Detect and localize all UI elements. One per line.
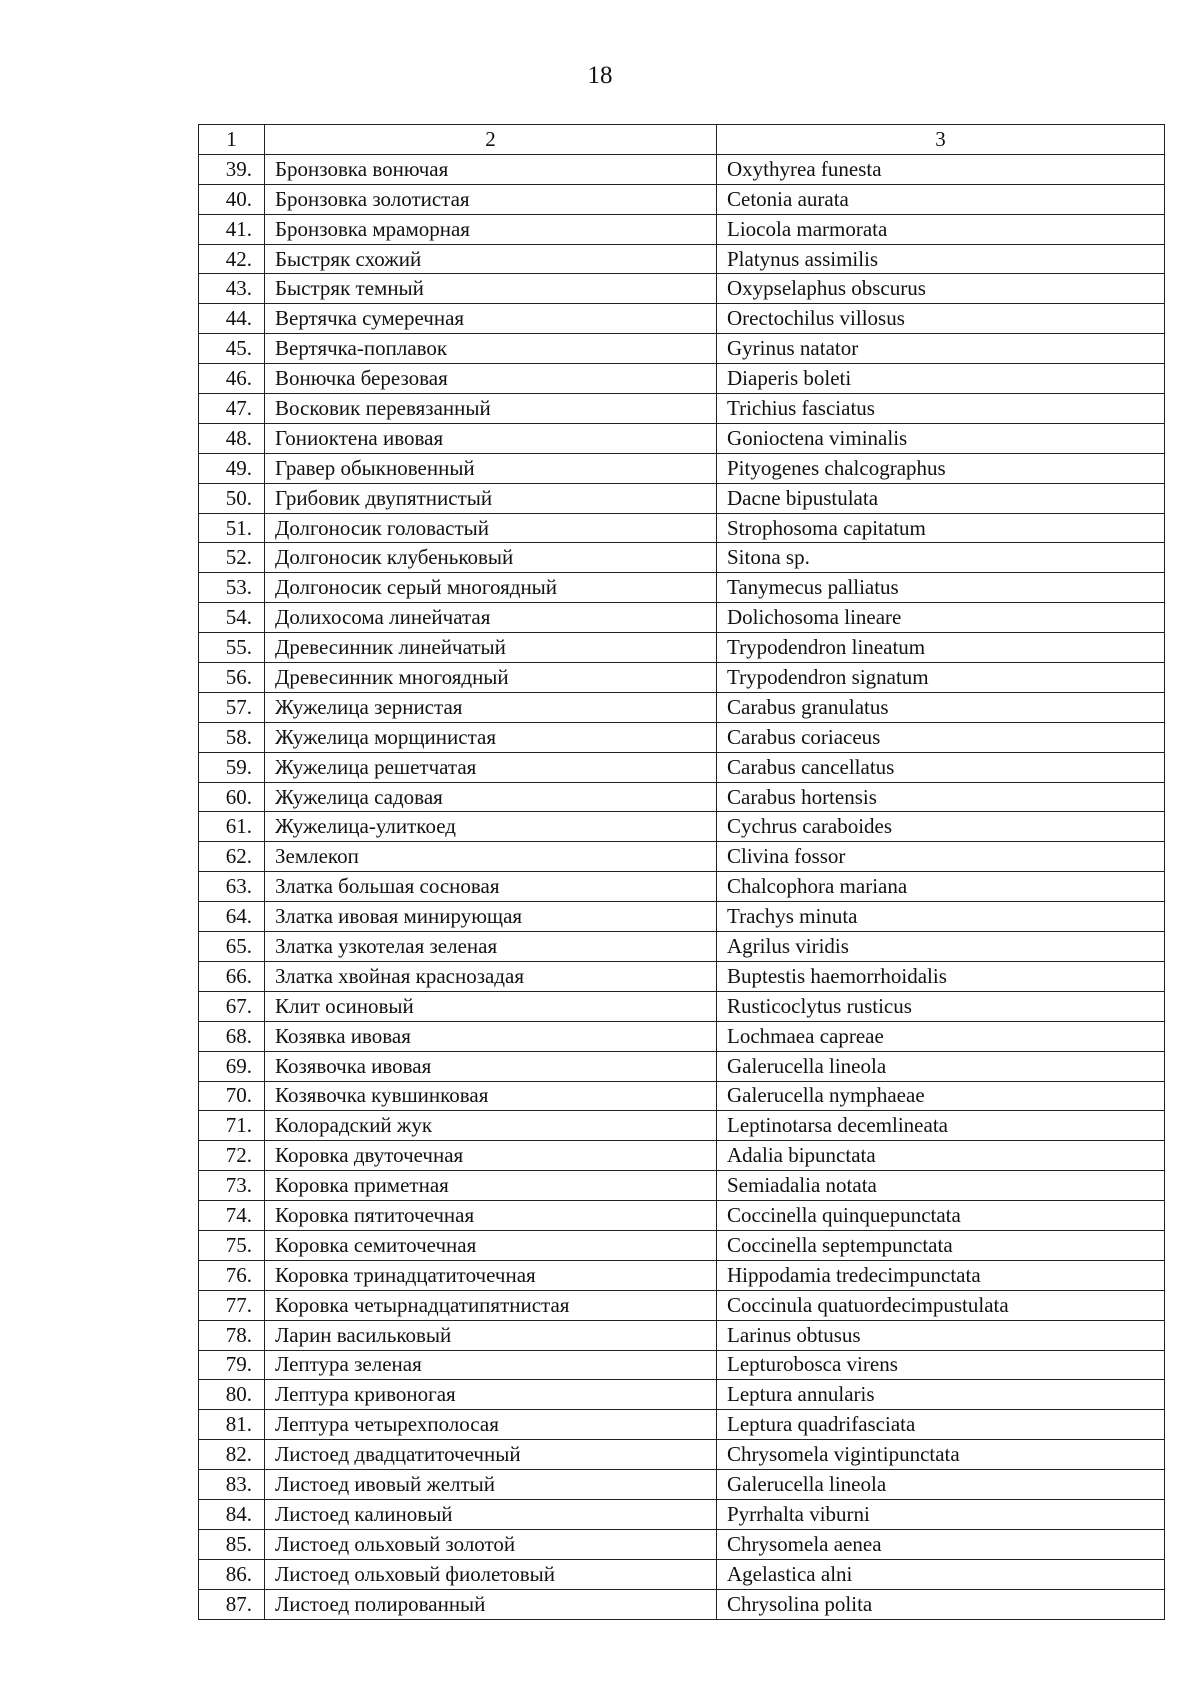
- row-number: 74.: [199, 1201, 265, 1231]
- latin-name: Agrilus viridis: [717, 932, 1165, 962]
- latin-name: Cetonia aurata: [717, 184, 1165, 214]
- latin-name: Trypodendron lineatum: [717, 633, 1165, 663]
- table-row: [199, 1320, 1165, 1350]
- row-number: 65.: [199, 932, 265, 962]
- russian-name: Лептура зеленая: [265, 1350, 717, 1380]
- row-number: 64.: [199, 902, 265, 932]
- row-number: 86.: [199, 1559, 265, 1589]
- russian-name: Лептура кривоногая: [265, 1380, 717, 1410]
- russian-name: Землекоп: [265, 842, 717, 872]
- russian-name: Златка ивовая минирующая: [265, 902, 717, 932]
- row-number: 40.: [199, 184, 265, 214]
- russian-name: Жужелица зернистая: [265, 692, 717, 722]
- row-number: 59.: [199, 752, 265, 782]
- latin-name: Galerucella lineola: [717, 1051, 1165, 1081]
- russian-name: Листоед двадцатиточечный: [265, 1440, 717, 1470]
- latin-name: Buptestis haemorrhoidalis: [717, 961, 1165, 991]
- row-number: 51.: [199, 513, 265, 543]
- latin-name: Dolichosoma lineare: [717, 603, 1165, 633]
- russian-name: Бронзовка золотистая: [265, 184, 717, 214]
- row-number: 79.: [199, 1350, 265, 1380]
- table-row: [199, 902, 1165, 932]
- row-number: 39.: [199, 154, 265, 184]
- russian-name: Златка узкотелая зеленая: [265, 932, 717, 962]
- table-row: [199, 1171, 1165, 1201]
- russian-name: Быстряк схожий: [265, 244, 717, 274]
- table-row: [199, 1111, 1165, 1141]
- russian-name: Древесинник линейчатый: [265, 633, 717, 663]
- russian-name: Козявочка ивовая: [265, 1051, 717, 1081]
- russian-name: Быстряк темный: [265, 274, 717, 304]
- latin-name: Coccinula quatuordecimpustulata: [717, 1290, 1165, 1320]
- table-row: [199, 1051, 1165, 1081]
- russian-name: Долгоносик серый многоядный: [265, 573, 717, 603]
- row-number: 54.: [199, 603, 265, 633]
- latin-name: Galerucella nymphaeae: [717, 1081, 1165, 1111]
- row-number: 63.: [199, 872, 265, 902]
- russian-name: Долгоносик клубеньковый: [265, 543, 717, 573]
- latin-name: Oxythyrea funesta: [717, 154, 1165, 184]
- row-number: 82.: [199, 1440, 265, 1470]
- table-row: [199, 663, 1165, 693]
- latin-name: Cychrus caraboides: [717, 812, 1165, 842]
- table-row: [199, 334, 1165, 364]
- row-number: 70.: [199, 1081, 265, 1111]
- row-number: 83.: [199, 1470, 265, 1500]
- russian-name: Коровка семиточечная: [265, 1230, 717, 1260]
- latin-name: Liocola marmorata: [717, 214, 1165, 244]
- latin-name: Sitona sp.: [717, 543, 1165, 573]
- row-number: 66.: [199, 961, 265, 991]
- table-row: [199, 274, 1165, 304]
- latin-name: Carabus coriaceus: [717, 722, 1165, 752]
- latin-name: Carabus cancellatus: [717, 752, 1165, 782]
- table-row: [199, 1470, 1165, 1500]
- latin-name: Larinus obtusus: [717, 1320, 1165, 1350]
- latin-name: Chalcophora mariana: [717, 872, 1165, 902]
- row-number: 72.: [199, 1141, 265, 1171]
- page-number: 18: [587, 62, 613, 89]
- latin-name: Gonioctena viminalis: [717, 423, 1165, 453]
- table-row: [199, 932, 1165, 962]
- russian-name: Древесинник многоядный: [265, 663, 717, 693]
- table-row: [199, 722, 1165, 752]
- row-number: 49.: [199, 453, 265, 483]
- latin-name: Lepturobosca virens: [717, 1350, 1165, 1380]
- russian-name: Клит осиновый: [265, 991, 717, 1021]
- row-number: 81.: [199, 1410, 265, 1440]
- row-number: 78.: [199, 1320, 265, 1350]
- latin-name: Hippodamia tredecimpunctata: [717, 1260, 1165, 1290]
- latin-name: Tanymecus palliatus: [717, 573, 1165, 603]
- table-row: [199, 423, 1165, 453]
- table-row: [199, 1201, 1165, 1231]
- table-row: [199, 244, 1165, 274]
- russian-name: Листоед полированный: [265, 1589, 717, 1619]
- russian-name: Жужелица решетчатая: [265, 752, 717, 782]
- russian-name: Коровка пятиточечная: [265, 1201, 717, 1231]
- russian-name: Вертячка-поплавок: [265, 334, 717, 364]
- row-number: 48.: [199, 423, 265, 453]
- table-row: [199, 1410, 1165, 1440]
- row-number: 61.: [199, 812, 265, 842]
- table-row: [199, 543, 1165, 573]
- table-row: [199, 1559, 1165, 1589]
- table-row: [199, 1350, 1165, 1380]
- russian-name: Коровка двуточечная: [265, 1141, 717, 1171]
- russian-name: Гониоктена ивовая: [265, 423, 717, 453]
- latin-name: Carabus hortensis: [717, 782, 1165, 812]
- header-cell-number: 1: [199, 125, 265, 155]
- row-number: 50.: [199, 483, 265, 513]
- russian-name: Грибовик двупятнистый: [265, 483, 717, 513]
- table-row: [199, 752, 1165, 782]
- table-row: [199, 154, 1165, 184]
- table-row: [199, 513, 1165, 543]
- latin-name: Pyrrhalta viburni: [717, 1499, 1165, 1529]
- table-row: [199, 364, 1165, 394]
- row-number: 69.: [199, 1051, 265, 1081]
- russian-name: Долихосома линейчатая: [265, 603, 717, 633]
- row-number: 53.: [199, 573, 265, 603]
- russian-name: Листоед калиновый: [265, 1499, 717, 1529]
- table-row: [199, 1021, 1165, 1051]
- row-number: 42.: [199, 244, 265, 274]
- russian-name: Вертячка сумеречная: [265, 304, 717, 334]
- russian-name: Гравер обыкновенный: [265, 453, 717, 483]
- row-number: 46.: [199, 364, 265, 394]
- table-row: [199, 603, 1165, 633]
- russian-name: Восковик перевязанный: [265, 394, 717, 424]
- row-number: 80.: [199, 1380, 265, 1410]
- row-number: 87.: [199, 1589, 265, 1619]
- table-row: [199, 1499, 1165, 1529]
- table-row: [199, 1141, 1165, 1171]
- table-row: [199, 394, 1165, 424]
- latin-name: Platynus assimilis: [717, 244, 1165, 274]
- table-row: [199, 692, 1165, 722]
- table-row: [199, 1529, 1165, 1559]
- russian-name: Коровка четырнадцатипятнистая: [265, 1290, 717, 1320]
- russian-name: Листоед ольховый фиолетовый: [265, 1559, 717, 1589]
- latin-name: Lochmaea capreae: [717, 1021, 1165, 1051]
- table-row: [199, 1440, 1165, 1470]
- row-number: 76.: [199, 1260, 265, 1290]
- russian-name: Вонючка березовая: [265, 364, 717, 394]
- row-number: 77.: [199, 1290, 265, 1320]
- table-row: [199, 812, 1165, 842]
- russian-name: Коровка тринадцатиточечная: [265, 1260, 717, 1290]
- table-row: [199, 453, 1165, 483]
- russian-name: Листоед ивовый желтый: [265, 1470, 717, 1500]
- latin-name: Adalia bipunctata: [717, 1141, 1165, 1171]
- russian-name: Коровка приметная: [265, 1171, 717, 1201]
- russian-name: Долгоносик головастый: [265, 513, 717, 543]
- russian-name: Бронзовка вонючая: [265, 154, 717, 184]
- latin-name: Coccinella quinquepunctata: [717, 1201, 1165, 1231]
- russian-name: Козявка ивовая: [265, 1021, 717, 1051]
- table-row: [199, 304, 1165, 334]
- table-row: [199, 1230, 1165, 1260]
- table-row: [199, 961, 1165, 991]
- row-number: 45.: [199, 334, 265, 364]
- row-number: 71.: [199, 1111, 265, 1141]
- latin-name: Orectochilus villosus: [717, 304, 1165, 334]
- row-number: 85.: [199, 1529, 265, 1559]
- latin-name: Chrysomela aenea: [717, 1529, 1165, 1559]
- russian-name: Бронзовка мраморная: [265, 214, 717, 244]
- row-number: 47.: [199, 394, 265, 424]
- row-number: 41.: [199, 214, 265, 244]
- table-row: [199, 483, 1165, 513]
- row-number: 43.: [199, 274, 265, 304]
- row-number: 60.: [199, 782, 265, 812]
- table-row: [199, 573, 1165, 603]
- table-row: [199, 1081, 1165, 1111]
- table-row: [199, 633, 1165, 663]
- russian-name: Жужелица садовая: [265, 782, 717, 812]
- latin-name: Coccinella septempunctata: [717, 1230, 1165, 1260]
- table-row: [199, 782, 1165, 812]
- russian-name: Жужелица морщинистая: [265, 722, 717, 752]
- russian-name: Козявочка кувшинковая: [265, 1081, 717, 1111]
- latin-name: Trichius fasciatus: [717, 394, 1165, 424]
- russian-name: Листоед ольховый золотой: [265, 1529, 717, 1559]
- latin-name: Pityogenes chalcographus: [717, 453, 1165, 483]
- latin-name: Galerucella lineola: [717, 1470, 1165, 1500]
- latin-name: Leptinotarsa decemlineata: [717, 1111, 1165, 1141]
- latin-name: Dacne bipustulata: [717, 483, 1165, 513]
- latin-name: Carabus granulatus: [717, 692, 1165, 722]
- russian-name: Ларин васильковый: [265, 1320, 717, 1350]
- latin-name: Clivina fossor: [717, 842, 1165, 872]
- latin-name: Chrysolina polita: [717, 1589, 1165, 1619]
- row-number: 68.: [199, 1021, 265, 1051]
- row-number: 75.: [199, 1230, 265, 1260]
- row-number: 44.: [199, 304, 265, 334]
- russian-name: Лептура четырехполосая: [265, 1410, 717, 1440]
- row-number: 84.: [199, 1499, 265, 1529]
- table-row: [199, 1380, 1165, 1410]
- latin-name: Rusticoclytus rusticus: [717, 991, 1165, 1021]
- latin-name: Chrysomela vigintipunctata: [717, 1440, 1165, 1470]
- latin-name: Leptura quadrifasciata: [717, 1410, 1165, 1440]
- table-header-row: [199, 125, 1165, 155]
- row-number: 56.: [199, 663, 265, 693]
- russian-name: Златка большая сосновая: [265, 872, 717, 902]
- table-row: [199, 1589, 1165, 1619]
- row-number: 58.: [199, 722, 265, 752]
- latin-name: Trachys minuta: [717, 902, 1165, 932]
- row-number: 52.: [199, 543, 265, 573]
- row-number: 73.: [199, 1171, 265, 1201]
- table-row: [199, 1260, 1165, 1290]
- header-cell-latin-name: 3: [717, 125, 1165, 155]
- latin-name: Strophosoma capitatum: [717, 513, 1165, 543]
- latin-name: Semiadalia notata: [717, 1171, 1165, 1201]
- latin-name: Trypodendron signatum: [717, 663, 1165, 693]
- table-row: [199, 184, 1165, 214]
- row-number: 55.: [199, 633, 265, 663]
- latin-name: Leptura annularis: [717, 1380, 1165, 1410]
- russian-name: Колорадский жук: [265, 1111, 717, 1141]
- latin-name: Gyrinus natator: [717, 334, 1165, 364]
- russian-name: Златка хвойная краснозадая: [265, 961, 717, 991]
- table-row: [199, 842, 1165, 872]
- table-row: [199, 991, 1165, 1021]
- latin-name: Diaperis boleti: [717, 364, 1165, 394]
- table-row: [199, 872, 1165, 902]
- row-number: 57.: [199, 692, 265, 722]
- latin-name: Oxypselaphus obscurus: [717, 274, 1165, 304]
- row-number: 67.: [199, 991, 265, 1021]
- species-table: [198, 124, 1165, 1620]
- header-cell-russian-name: 2: [265, 125, 717, 155]
- latin-name: Agelastica alni: [717, 1559, 1165, 1589]
- row-number: 62.: [199, 842, 265, 872]
- table-row: [199, 1290, 1165, 1320]
- table-row: [199, 214, 1165, 244]
- russian-name: Жужелица-улиткоед: [265, 812, 717, 842]
